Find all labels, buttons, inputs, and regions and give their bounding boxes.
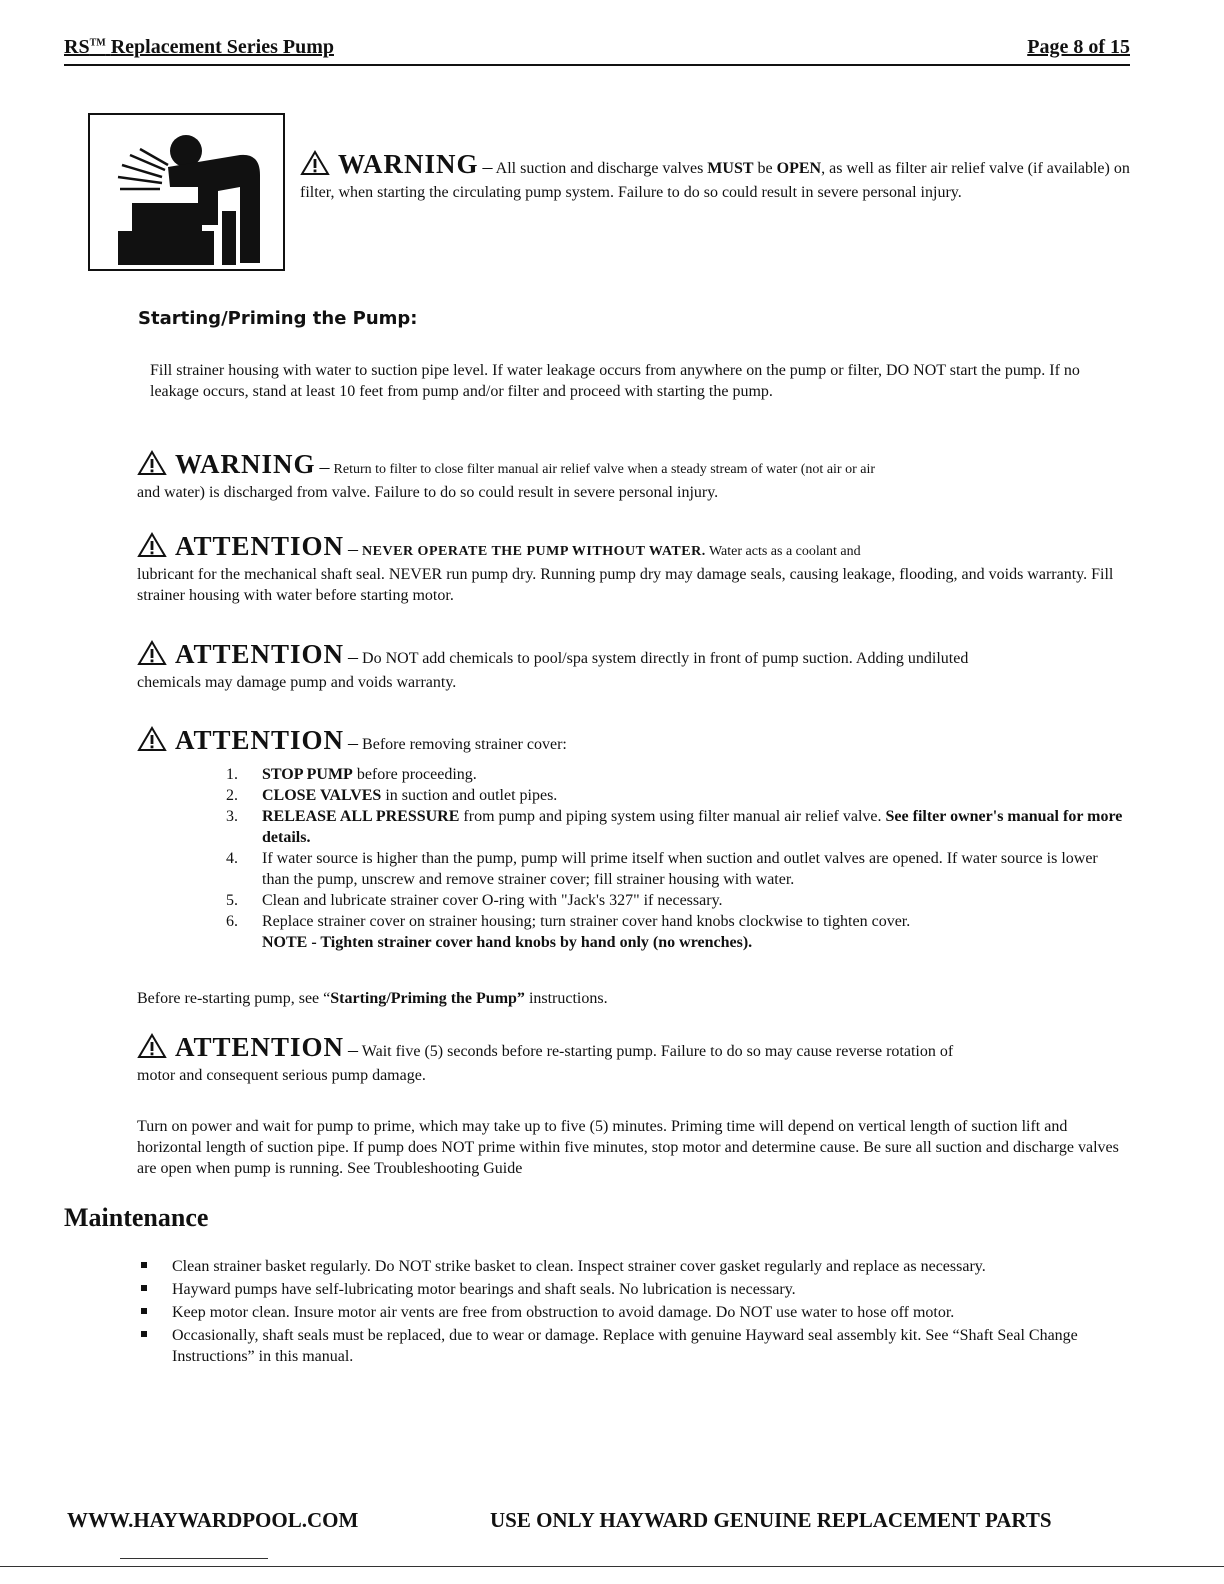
note-text: NOTE - Tighten strainer cover hand knobs by hand only (no wrenches).	[262, 934, 753, 951]
maintenance-list	[138, 1256, 1128, 1369]
attention-text: lubricant for the mechanical shaft seal. NEVER run pump dry. Running pump dry may damage seals, causing leakage, flooding, and voids warranty. Fill strainer housing with water before starting motor.	[137, 566, 1114, 604]
product-title: Replacement Series Pump	[110, 36, 334, 58]
attention-wait-restart	[137, 1033, 1129, 1086]
step-number: 6.	[226, 913, 238, 930]
restart-reference	[137, 988, 1129, 1009]
list-item	[138, 1256, 1128, 1277]
strainer-steps	[226, 764, 1128, 953]
hazard-pressure-icon	[88, 113, 285, 271]
warning-text: , as well as filter air relief valve (if available) on filter, when starting the circulating pump system. Failure to do so could result in severe personal injury.	[300, 160, 1130, 201]
list-item-text: Occasionally, shaft seals must be replaced, due to wear or damage. Replace with genuine Hayward seal assembly kit. See “Shaft Seal Change Instructions” in this manual.	[172, 1327, 1078, 1365]
attention-label: ATTENTION	[175, 639, 345, 669]
warning-triangle-icon	[137, 450, 167, 482]
attention-text: Wait five (5) seconds before re-starting pump. Failure to do so may cause reverse rotation of	[361, 1043, 954, 1060]
warning-text: All suction and discharge valves	[495, 160, 708, 177]
divider	[120, 1558, 268, 1559]
dash: –	[482, 156, 493, 178]
attention-text: Water acts as a coolant and	[705, 544, 861, 559]
list-item	[226, 911, 1128, 953]
step-bold: CLOSE VALVES	[262, 787, 382, 804]
divider	[0, 1566, 1224, 1567]
list-item	[226, 785, 1128, 806]
caps-warning: NEVER OPERATE THE PUMP WITHOUT WATER.	[362, 544, 706, 559]
attention-chemicals	[137, 640, 1129, 693]
bullet	[141, 1285, 147, 1291]
reference-bold: Starting/Priming the Pump”	[330, 990, 525, 1007]
attention-strainer-cover	[137, 726, 1129, 758]
step-text: If water source is higher than the pump, pump will prime itself when suction and outlet valves are opened. If water source is lower than the pump, unscrew and remove strainer cover; fill strainer housing with water.	[262, 850, 1098, 888]
step-text: from pump and piping system using filter manual air relief valve.	[459, 808, 886, 825]
brand-name: RS	[64, 36, 90, 58]
list-item	[138, 1325, 1128, 1367]
list-item	[226, 806, 1128, 848]
attention-label: ATTENTION	[175, 1032, 345, 1062]
step-bold: STOP PUMP	[262, 766, 353, 783]
page-number: Page 8 of 15	[1027, 36, 1130, 58]
document-title	[64, 36, 334, 59]
section-heading-starting: Starting/Priming the Pump:	[138, 308, 418, 329]
dash: –	[348, 1039, 359, 1061]
warning-triangle-icon	[137, 1033, 167, 1065]
warning-valves-open	[300, 150, 1130, 203]
list-item	[226, 848, 1128, 890]
step-number: 5.	[226, 892, 238, 909]
dash: –	[348, 538, 359, 560]
priming-paragraph: Turn on power and wait for pump to prime, which may take up to five (5) minutes. Priming time will depend on vertical length of suction lift and horizontal length of suction pipe. If pump does NOT prime within five minutes, stop motor and determine cause. Be sure all suction and discharge valves are open when pump is running. See Troubleshooting Guide	[137, 1118, 1119, 1177]
emphasis-must: MUST	[707, 160, 754, 177]
footer-slogan: USE ONLY HAYWARD GENUINE REPLACEMENT PARTS	[490, 1508, 1052, 1532]
step-text: before proceeding.	[352, 766, 477, 783]
warning-text: and water) is discharged from valve. Failure to do so could result in severe personal injury.	[137, 484, 719, 501]
attention-text: motor and consequent serious pump damage.	[137, 1067, 426, 1084]
emphasis-open: OPEN	[776, 160, 822, 177]
attention-text: Do NOT add chemicals to pool/spa system directly in front of pump suction. Adding undiluted	[362, 650, 969, 667]
warning-triangle-icon	[137, 532, 167, 564]
bullet	[141, 1262, 147, 1268]
step-number: 3.	[226, 808, 238, 825]
step-bold: RELEASE ALL PRESSURE	[262, 808, 460, 825]
dash: –	[348, 646, 359, 668]
list-item	[226, 764, 1128, 785]
attention-label: ATTENTION	[175, 531, 345, 561]
step-bold: See filter owner's manual for more details.	[262, 808, 1123, 846]
dash: –	[319, 456, 330, 478]
list-item-text: Clean strainer basket regularly. Do NOT strike basket to clean. Inspect strainer cover gasket regularly and replace as necessary.	[172, 1258, 986, 1275]
bullet	[141, 1308, 147, 1314]
step-text: in suction and outlet pipes.	[381, 787, 558, 804]
warning-triangle-icon	[137, 640, 167, 672]
maintenance-heading: Maintenance	[64, 1203, 209, 1232]
list-item	[138, 1302, 1128, 1323]
list-item-text: Keep motor clean. Insure motor air vents are free from obstruction to avoid damage. Do NOT use water to hose off motor.	[172, 1304, 955, 1321]
page-header	[64, 34, 1130, 66]
body-text: Before re-starting pump, see “	[137, 990, 331, 1007]
warning-text: be	[753, 160, 777, 177]
step-number: 1.	[226, 766, 238, 783]
step-number: 4.	[226, 850, 238, 867]
dash: –	[348, 732, 359, 754]
attention-no-water	[137, 532, 1129, 606]
warning-triangle-icon	[300, 150, 330, 182]
list-item	[138, 1279, 1128, 1300]
step-text: Clean and lubricate strainer cover O-ring with "Jack's 327" if necessary.	[262, 892, 723, 909]
list-item	[226, 890, 1128, 911]
body-text: instructions.	[524, 990, 608, 1007]
step-number: 2.	[226, 787, 238, 804]
warning-label: WARNING	[338, 149, 479, 179]
bullet	[141, 1331, 147, 1337]
warning-label: WARNING	[175, 449, 316, 479]
trademark-symbol: TM	[89, 37, 106, 49]
attention-label: ATTENTION	[175, 725, 345, 755]
attention-text: chemicals may damage pump and voids warranty.	[137, 674, 457, 691]
footer-website: WWW.HAYWARDPOOL.COM	[67, 1508, 359, 1532]
list-item-text: Hayward pumps have self-lubricating motor bearings and shaft seals. No lubrication is necessary.	[172, 1281, 796, 1298]
starting-instructions: Fill strainer housing with water to suction pipe level. If water leakage occurs from anywhere on the pump or filter, DO NOT start the pump. If no leakage occurs, stand at least 10 feet from pump and/or filter and proceed with starting the pump.	[150, 362, 1080, 400]
warning-text: Return to filter to close filter manual air relief valve when a steady stream of water (not air or air	[333, 462, 876, 477]
warning-air-relief	[137, 450, 1129, 503]
step-text: Replace strainer cover on strainer housing; turn strainer cover hand knobs clockwise to tighten cover.	[262, 913, 911, 930]
attention-text: Before removing strainer cover:	[362, 736, 567, 753]
warning-triangle-icon	[137, 726, 167, 758]
